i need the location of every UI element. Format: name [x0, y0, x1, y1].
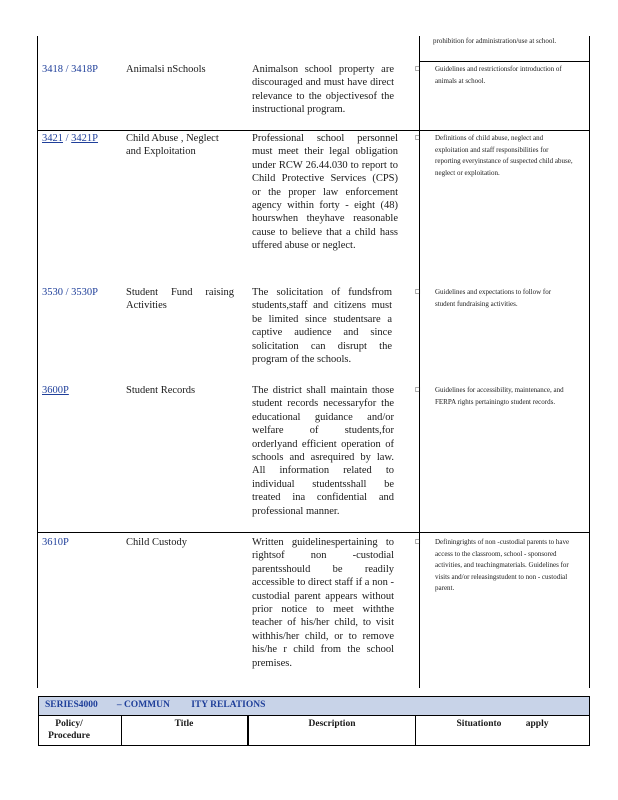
policy-cell-3421[interactable] — [42, 132, 122, 145]
situation-text: Guidelines for accessibility, maintenance, and FERPA rights pertainingto student records. — [435, 386, 564, 406]
policy-link[interactable]: 3530 — [42, 287, 63, 298]
situation-cell-1 — [415, 63, 581, 87]
description-cell: The solicitation of fundsfrom students,staff and citizens must be limited since studentsare a captive audience and since solicitation can disrupt the program of the schools. — [252, 287, 392, 366]
procedure-link[interactable]: 3600P — [42, 385, 69, 396]
row-divider-1 — [419, 61, 589, 62]
situation-cell-0 — [425, 36, 583, 48]
procedure-link[interactable]: / 3418P — [65, 64, 99, 75]
description-cell: Animalson school property are discouraged and must have direct relevance to the objectivesof the instructional program. — [252, 64, 394, 116]
procedure-link[interactable]: 3421P — [71, 133, 99, 144]
bullet-icon: □ — [415, 386, 421, 393]
bullet-icon: □ — [415, 134, 421, 141]
header-policy: Policy/ Procedure — [48, 719, 90, 741]
title-cell: Child Abuse , Neglect and Exploitation — [126, 133, 219, 158]
header-situation: Situationto apply — [456, 719, 549, 729]
row-divider-2 — [37, 130, 590, 131]
procedure-link[interactable]: / 3530P — [65, 287, 99, 298]
policy-cell-3418[interactable] — [42, 63, 122, 76]
situation-text: Guidelines and expectations to follow for student fundraising activities. — [435, 288, 552, 308]
series-title: SERIES4000 – COMMUN ITY RELATIONS — [45, 700, 266, 710]
description-cell: The district shall maintain those student records necessaryfor the educational guidance and/or welfare of students,for orderlyand efficient operation of schools and asrequired by law. All information related to individual studentsshall be treated ina confidential and professional manner. — [252, 385, 394, 517]
policy-cell-3610[interactable] — [42, 536, 122, 549]
title-cell: Student Fund raising Activities — [126, 287, 234, 312]
policy-link[interactable]: 3421 — [42, 133, 63, 144]
procedure-link[interactable]: 3610P — [42, 537, 69, 548]
table-left-border — [37, 36, 38, 688]
series-header-band — [38, 696, 590, 716]
header-description: Description — [308, 719, 356, 729]
bullet-icon: □ — [415, 538, 421, 545]
header-title: Title — [174, 719, 194, 729]
policy-link[interactable]: 3418 — [42, 64, 63, 75]
table-right-border — [589, 36, 590, 688]
row-divider-3 — [37, 532, 590, 533]
header-right-border — [589, 716, 590, 746]
policy-cell-3530[interactable] — [42, 286, 122, 299]
situation-text: Definingrights of non -custodial parents to have access to the classroom, school - sponsored activities, and teachingmaterials. Guidelines for visits and/or releasingstudent to non - custodial parent. — [435, 538, 570, 592]
policy-separator: / — [65, 133, 69, 144]
situation-cell-5 — [415, 536, 571, 595]
title-cell: Animalsi nSchools — [126, 64, 206, 75]
situation-text: Guidelines and restrictionsfor introduction of animals at school. — [435, 65, 562, 85]
policy-cell-3600[interactable] — [42, 384, 122, 397]
title-cell: Student Records — [126, 385, 196, 396]
description-cell: Professional school personnel must meet their legal obligation under RCW 26.44.030 to report to Child Protective Services (CPS) or the proper law enforcement agency within forty - eight (48) hourswhen theyhave reasonable cause to believe that a child hass uffered abuse or neglect. — [252, 133, 398, 252]
situation-cell-4 — [415, 384, 571, 408]
situation-text: Definitions of child abuse, neglect and exploitation and staff responsibilities for reporting everyinstance of suspected child abuse, neglect or exploitation. — [435, 134, 573, 177]
header-left-border — [38, 716, 39, 746]
situation-cell-3 — [415, 286, 567, 310]
bullet-icon: □ — [415, 65, 421, 72]
situation-text: prohibition for administration/use at school. — [433, 37, 557, 45]
title-cell: Child Custody — [126, 537, 187, 548]
description-cell: Written guidelinespertaining to rightsof non -custodial parentsshould be readily accessible to direct staff if a non -custodial parent appears without prior notice to meet withthe teacher of his/her child, to visit withhis/her child, or to remove his/he r child from the school premises. — [252, 537, 394, 669]
situation-cell-2 — [415, 132, 575, 179]
bullet-icon: □ — [415, 288, 421, 295]
